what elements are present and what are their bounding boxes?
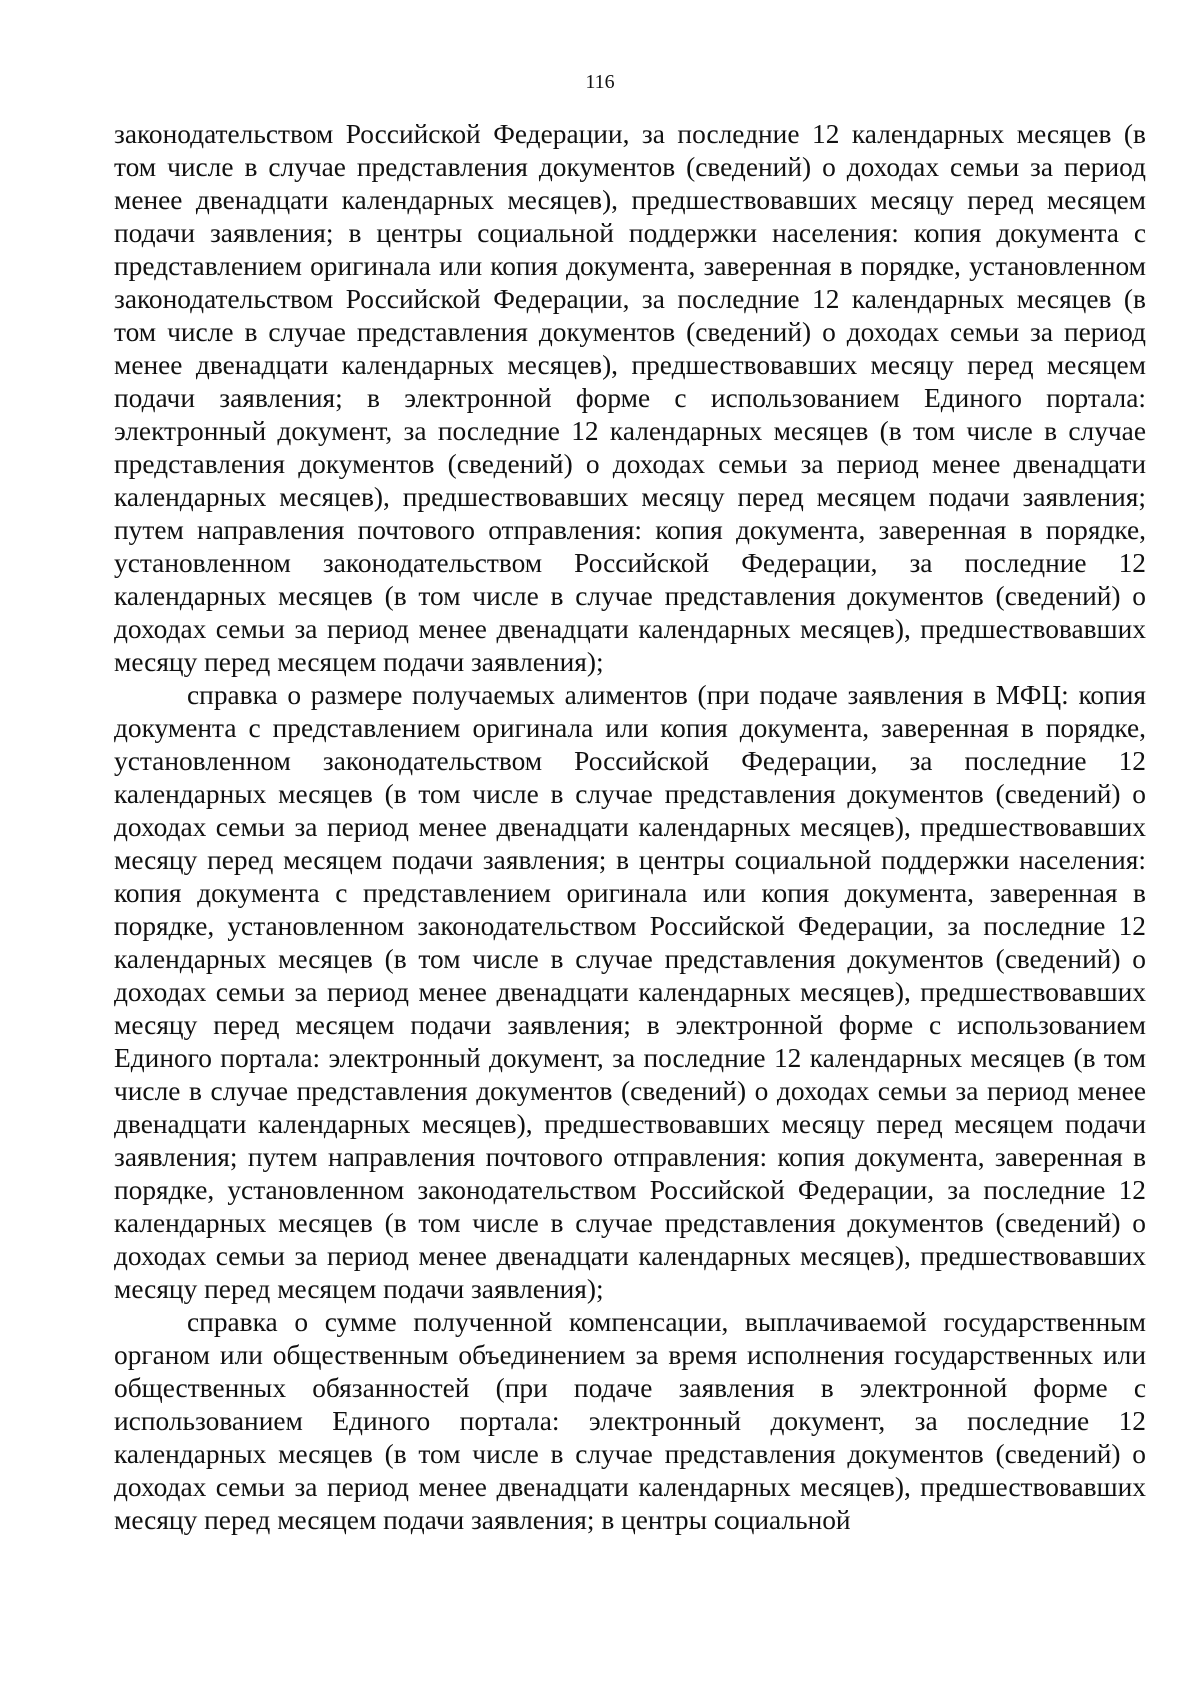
paragraph-compensation-certificate: справка о сумме полученной компенсации, выплачиваемой государственным органом или общественным объединением за время исполнения государственных или общественных обязанностей (при подаче заявления в электронной форме с использованием Единого портала: электронный документ, за последние 12 календарных месяцев (в том числе в случае представления документов (сведений) о доходах семьи за период менее двенадцати календарных месяцев), предшествовавших месяцу перед месяцем подачи заявления; в центры социальной xyxy=(114,1307,1146,1535)
paragraph-alimony-certificate: справка о размере получаемых алиментов (при подаче заявления в МФЦ: копия документа с представлением оригинала или копия документа, заверенная в порядке, установленном законодательством Российской Федерации, за последние 12 календарных месяцев (в том числе в случае представления документов (сведений) о доходах семьи за период менее двенадцати календарных месяцев), предшествовавших месяцу перед месяцем подачи заявления; в центры социальной поддержки населения: копия документа с представлением оригинала или копия документа, заверенная в порядке, установленном законодательством Российской Федерации, за последние 12 календарных месяцев (в том числе в случае представления документов (сведений) о доходах семьи за период менее двенадцати календарных месяцев), предшествовавших месяцу перед месяцем подачи заявления; в электронной форме с использованием Единого портала: электронный документ, за последние 12 календарных месяцев (в том числе в случае представления документов (сведений) о доходах семьи за период менее двенадцати календарных месяцев), предшествовавших месяцу перед месяцем подачи заявления; путем направления почтового отправления: копия документа, заверенная в порядке, установленном законодательством Российской Федерации, за последние 12 календарных месяцев (в том числе в случае представления документов (сведений) о доходах семьи за период менее двенадцати календарных месяцев), предшествовавших месяцу перед месяцем подачи заявления); xyxy=(114,680,1146,1304)
document-body xyxy=(114,118,1146,1537)
paragraph-continuation: законодательством Российской Федерации, за последние 12 календарных месяцев (в том числе в случае представления документов (сведений) о доходах семьи за период менее двенадцати календарных месяцев), предшествовавших месяцу перед месяцем подачи заявления; в центры социальной поддержки населения: копия документа с представлением оригинала или копия документа, заверенная в порядке, установленном законодательством Российской Федерации, за последние 12 календарных месяцев (в том числе в случае представления документов (сведений) о доходах семьи за период менее двенадцати календарных месяцев), предшествовавших месяцу перед месяцем подачи заявления; в электронной форме с использованием Единого портала: электронный документ, за последние 12 календарных месяцев (в том числе в случае представления документов (сведений) о доходах семьи за период менее двенадцати календарных месяцев), предшествовавших месяцу перед месяцем подачи заявления; путем направления почтового отправления: копия документа, заверенная в порядке, установленном законодательством Российской Федерации, за последние 12 календарных месяцев (в том числе в случае представления документов (сведений) о доходах семьи за период менее двенадцати календарных месяцев), предшествовавших месяцу перед месяцем подачи заявления); xyxy=(114,119,1146,677)
page-number: 116 xyxy=(585,71,615,93)
